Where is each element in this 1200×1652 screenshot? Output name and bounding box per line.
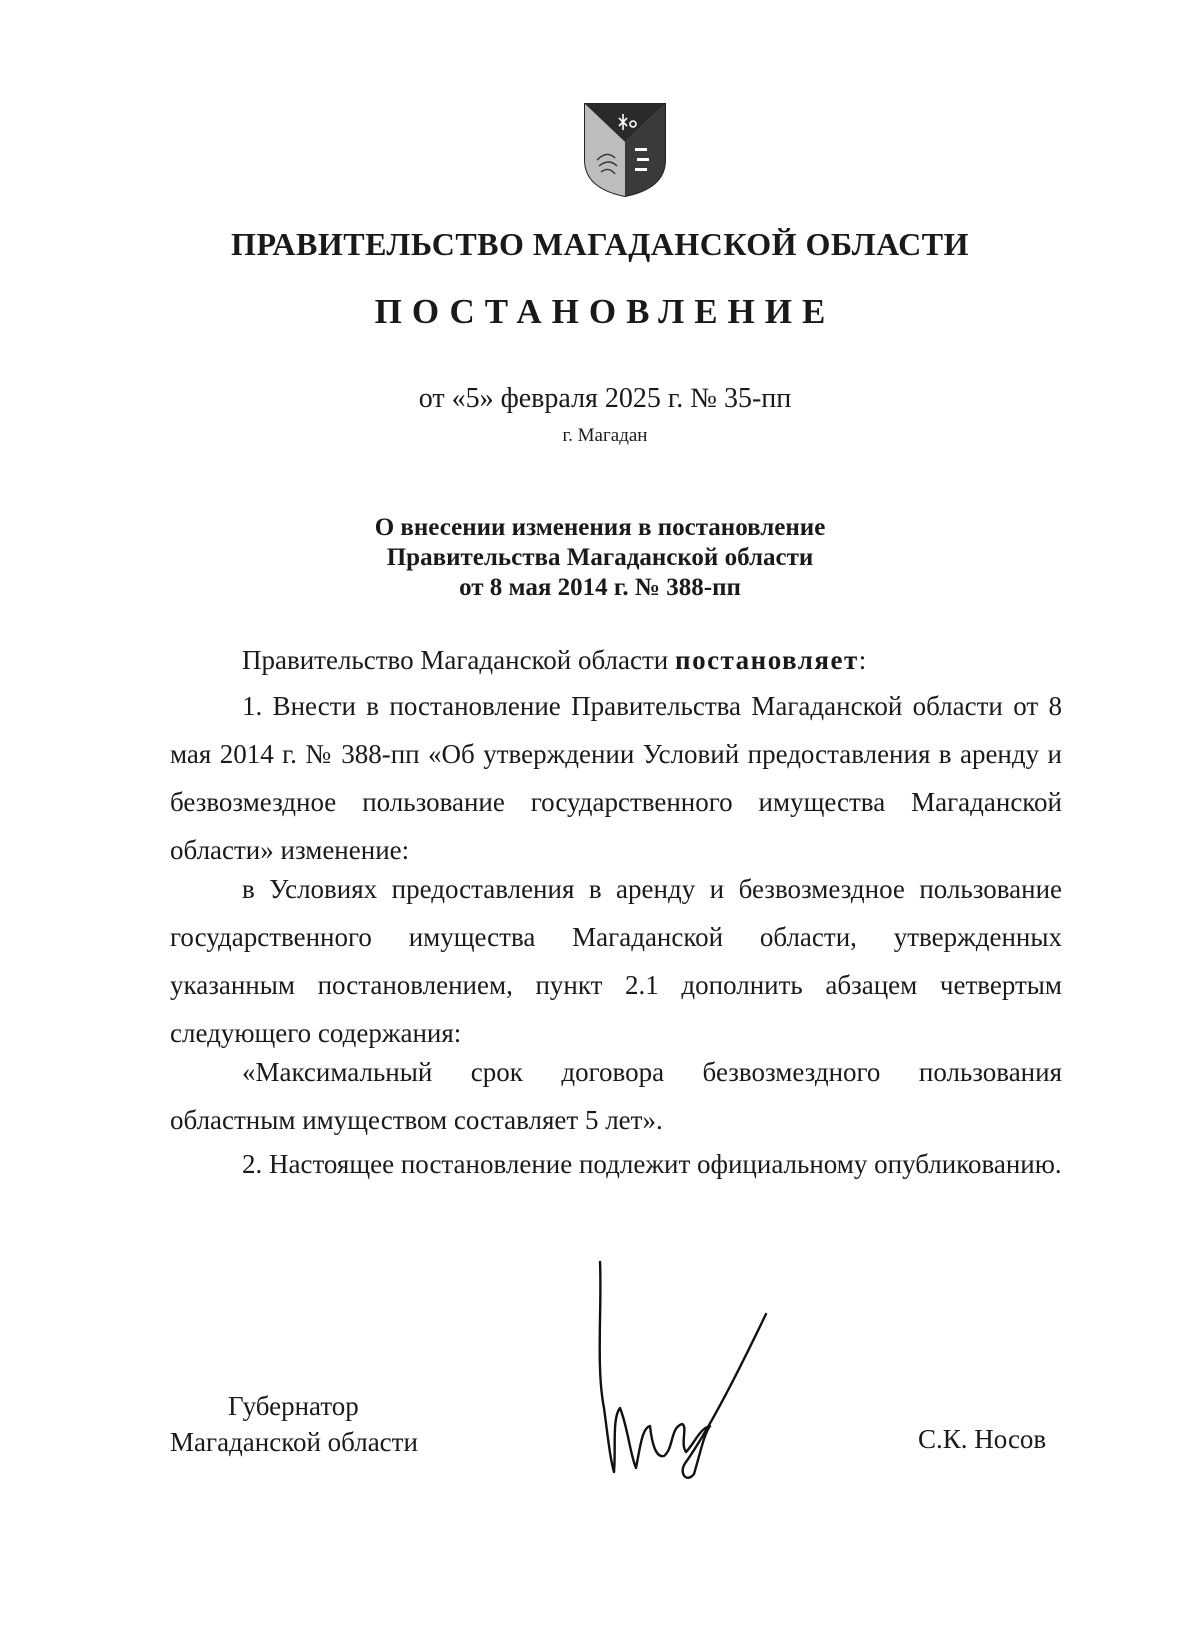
intro-decree-word: постановляет bbox=[675, 645, 859, 675]
subject-line-3: от 8 мая 2014 г. № 388-пп bbox=[459, 574, 741, 601]
signatory-role-line-1: Губернатор bbox=[228, 1391, 359, 1421]
signatory-name: С.К. Носов bbox=[918, 1424, 1047, 1454]
document-type-heading: ПОСТАНОВЛЕНИЕ bbox=[374, 292, 836, 331]
item-1-detail-paragraph: в Условиях предоставления в аренду и безвозмездное пользование государственного имущества Магаданской области, утвержденных указанным постановлением, пункт 2.1 дополнить абзацем четвертым следующего содержания: bbox=[170, 874, 1062, 1048]
intro-text: Правительство Магаданской области bbox=[242, 645, 676, 675]
intro-paragraph bbox=[170, 636, 1062, 684]
subject-line-2: Правительства Магаданской области bbox=[386, 544, 814, 571]
intro-colon: : bbox=[858, 645, 867, 675]
organization-title: ПРАВИТЕЛЬСТВО МАГАДАНСКОЙ ОБЛАСТИ bbox=[231, 226, 969, 262]
item-1-paragraph: 1. Внести в постановление Правительства Магаданской области от 8 мая 2014 г. № 388-пп «Об утверждении Условий предоставления в аренду и безвозмездное пользование государственного имущества Магаданской области» изменение: bbox=[170, 691, 1062, 865]
handwritten-signature bbox=[590, 1258, 790, 1490]
item-2-paragraph: 2. Настоящее постановление подлежит официальному опубликованию. bbox=[242, 1149, 1062, 1179]
signatory-role-line-2: Магаданской области bbox=[170, 1427, 418, 1457]
coat-of-arms-icon bbox=[583, 102, 667, 198]
document-date-number: от «5» февраля 2025 г. № 35-пп bbox=[418, 383, 792, 414]
quote-paragraph: «Максимальный срок договора безвозмездного пользования областным имуществом составляет 5 лет». bbox=[170, 1057, 1062, 1135]
signatory-title bbox=[170, 1388, 418, 1460]
document-subject bbox=[0, 513, 1200, 603]
document-city: г. Магадан bbox=[562, 425, 648, 446]
subject-line-1: О внесении изменения в постановление bbox=[374, 514, 826, 541]
